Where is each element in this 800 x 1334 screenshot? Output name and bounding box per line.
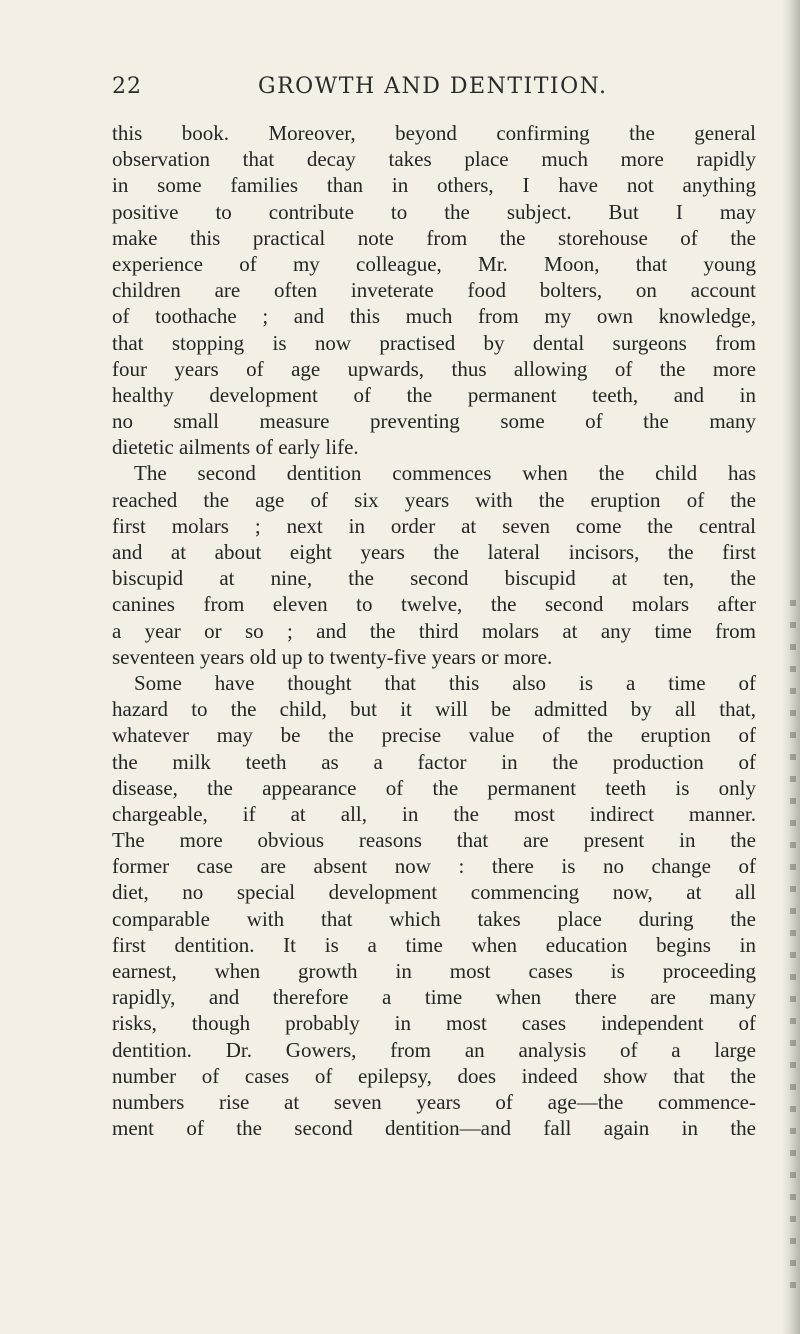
text-line: biscupid at nine, the second biscupid at ten, the [112, 566, 756, 591]
text-line: of toothache ; and this much from my own knowledge, [112, 304, 756, 329]
text-line: this book. Moreover, beyond confirming the general [112, 121, 756, 145]
text-line: seventeen years old up to twenty-five years or more. [112, 644, 553, 669]
text-line: first molars ; next in order at seven come the central [112, 513, 756, 538]
text-line: and at about eight years the lateral incisors, the first [112, 540, 756, 564]
text-line: healthy development of the permanent teeth, and in [112, 382, 756, 407]
page-number: 22 [112, 74, 142, 99]
text-line: whatever may be the precise value of the eruption of [112, 723, 756, 748]
text-line: ment of the second dentition—and fall again in the [112, 1116, 756, 1141]
text-line: numbers rise at seven years of age—the commence- [112, 1089, 756, 1114]
text-line: risks, though probably in most cases independent of [112, 1011, 756, 1036]
body-text [112, 120, 756, 1141]
text-line: a year or so ; and the third molars at any time from [112, 618, 756, 643]
text-line: that stopping is now practised by dental surgeons from [112, 330, 756, 355]
text-line: number of cases of epilepsy, does indeed show that the [112, 1063, 756, 1088]
text-line: dietetic ailments of early life. [112, 435, 359, 460]
running-title: GROWTH AND DENTITION. [258, 74, 608, 99]
text-line: chargeable, if at all, in the most indirect manner. [112, 801, 756, 826]
text-line: The second dentition commences when the child has [134, 461, 756, 486]
text-line: comparable with that which takes place during the [112, 906, 756, 931]
text-line: experience of my colleague, Mr. Moon, that young [112, 251, 756, 276]
text-line: in some families than in others, I have not anything [112, 173, 756, 198]
text-line: hazard to the child, but it will be admitted by all that, [112, 697, 756, 722]
text-line: former case are absent now : there is no change of [112, 854, 756, 879]
text-line: disease, the appearance of the permanent teeth is only [112, 775, 756, 800]
running-head [112, 74, 752, 104]
text-line: positive to contribute to the subject. But I may [112, 199, 756, 224]
text-line: Some have thought that this also is a time of [134, 670, 756, 695]
text-line: no small measure preventing some of the many [112, 409, 756, 434]
text-line: rapidly, and therefore a time when there are many [112, 985, 756, 1010]
text-line: canines from eleven to twelve, the second molars after [112, 592, 756, 617]
text-line: earnest, when growth in most cases is proceeding [112, 959, 756, 983]
text-line: diet, no special development commencing now, at all [112, 880, 756, 905]
text-line: dentition. Dr. Gowers, from an analysis of a large [112, 1037, 756, 1062]
text-line: four years of age upwards, thus allowing of the more [112, 356, 756, 381]
text-line: the milk teeth as a factor in the production of [112, 749, 756, 774]
text-line: The more obvious reasons that are present in the [112, 828, 756, 853]
text-line: first dentition. It is a time when education begins in [112, 932, 756, 957]
text-line: children are often inveterate food bolters, on account [112, 278, 756, 303]
page-edge-marks [790, 600, 796, 1300]
text-line: observation that decay takes place much more rapidly [112, 147, 756, 172]
text-line: reached the age of six years with the eruption of the [112, 487, 756, 512]
text-line: make this practical note from the storehouse of the [112, 225, 756, 250]
